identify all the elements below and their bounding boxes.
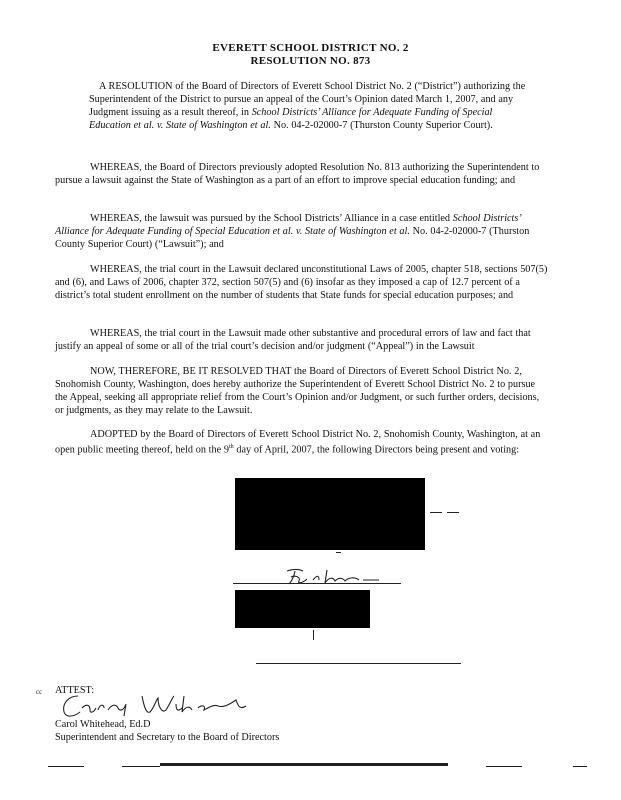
intro-paragraph: A RESOLUTION of the Board of Directors of Everett School District No. 2 (“District”) authorizing the Superintendent of the District to pursue an appeal of the Court’s Opinion dated March 1, 2007, and any Judgment issuing as a result thereof, in School Districts’ Alliance for Adequate Funding of Special Education et al. v. State of Washington et al. No. 04-2-02000-7 (Thurston County Superior Court). bbox=[89, 81, 526, 131]
margin-mark: cc bbox=[36, 688, 43, 696]
redacted-signatures-bottom bbox=[235, 590, 370, 628]
adopted-paragraph: ADOPTED by the Board of Directors of Everett School District No. 2, Snohomish County, Washington, at an open public meeting thereof, held on the 9th day of April, 2007, the following Directors being present and voting: bbox=[55, 429, 541, 456]
superintendent-title: Superintendent and Secretary to the Board of Directors bbox=[55, 732, 280, 743]
superintendent-name: Carol Whitehead, Ed.D bbox=[55, 719, 151, 730]
whereas-paragraph-2: WHEREAS, the lawsuit was pursued by the School Districts’ Alliance in a case entitled School Districts’ Alliance for Adequate Funding of Special Education et al. v. State of Washington et al. No. 04-2-02000-7 (Thurston County Superior Court) (“Lawsuit”); and bbox=[55, 213, 530, 250]
signature-line bbox=[256, 663, 461, 664]
scan-mark bbox=[48, 766, 84, 767]
district-heading: EVERETT SCHOOL DISTRICT NO. 2 bbox=[212, 42, 409, 54]
resolved-paragraph: NOW, THEREFORE, BE IT RESOLVED THAT the Board of Directors of Everett School District No. 2, Snohomish County, Washington, does hereby authorize the Superintendent of Everett School District No. 2 to pursue the Appeal, seeking all appropriate relief from the Court’s Opinion and/or Judgment, or such further orders, decisions, or judgments, as they may relate to the Lawsuit. bbox=[55, 366, 540, 416]
whereas-paragraph-4: WHEREAS, the trial court in the Lawsuit made other substantive and procedural errors of law and fact that justify an appeal of some or all of the trial court’s decision and/or judgment (“Appeal”) in the Lawsuit bbox=[55, 328, 531, 352]
signature-line bbox=[233, 583, 401, 584]
signature-line-dash bbox=[447, 512, 459, 513]
scan-bar bbox=[160, 763, 448, 766]
attest-label: ATTEST: bbox=[55, 685, 95, 696]
scan-mark bbox=[573, 766, 587, 767]
resolution-number: RESOLUTION NO. 873 bbox=[250, 55, 371, 67]
whereas-paragraph-1: WHEREAS, the Board of Directors previously adopted Resolution No. 813 authorizing the Superintendent to pursue a lawsuit against the State of Washington as a part of an effort to improve special education funding; and bbox=[55, 162, 540, 186]
redacted-signatures-top bbox=[235, 478, 425, 550]
scan-mark bbox=[486, 766, 522, 767]
scan-mark bbox=[336, 552, 341, 553]
scan-mark bbox=[313, 630, 314, 640]
signature-line-dash bbox=[430, 512, 442, 513]
whereas-paragraph-3: WHEREAS, the trial court in the Lawsuit declared unconstitutional Laws of 2005, chapter 518, sections 507(5) and (6), and Laws of 2006, chapter 372, section 507(5) and (6) insofar as they imposed a cap of 12.7 percent of a district’s total student enrollment on the number of students that State funds for special education purposes; and bbox=[55, 264, 548, 301]
scan-mark bbox=[122, 766, 160, 767]
